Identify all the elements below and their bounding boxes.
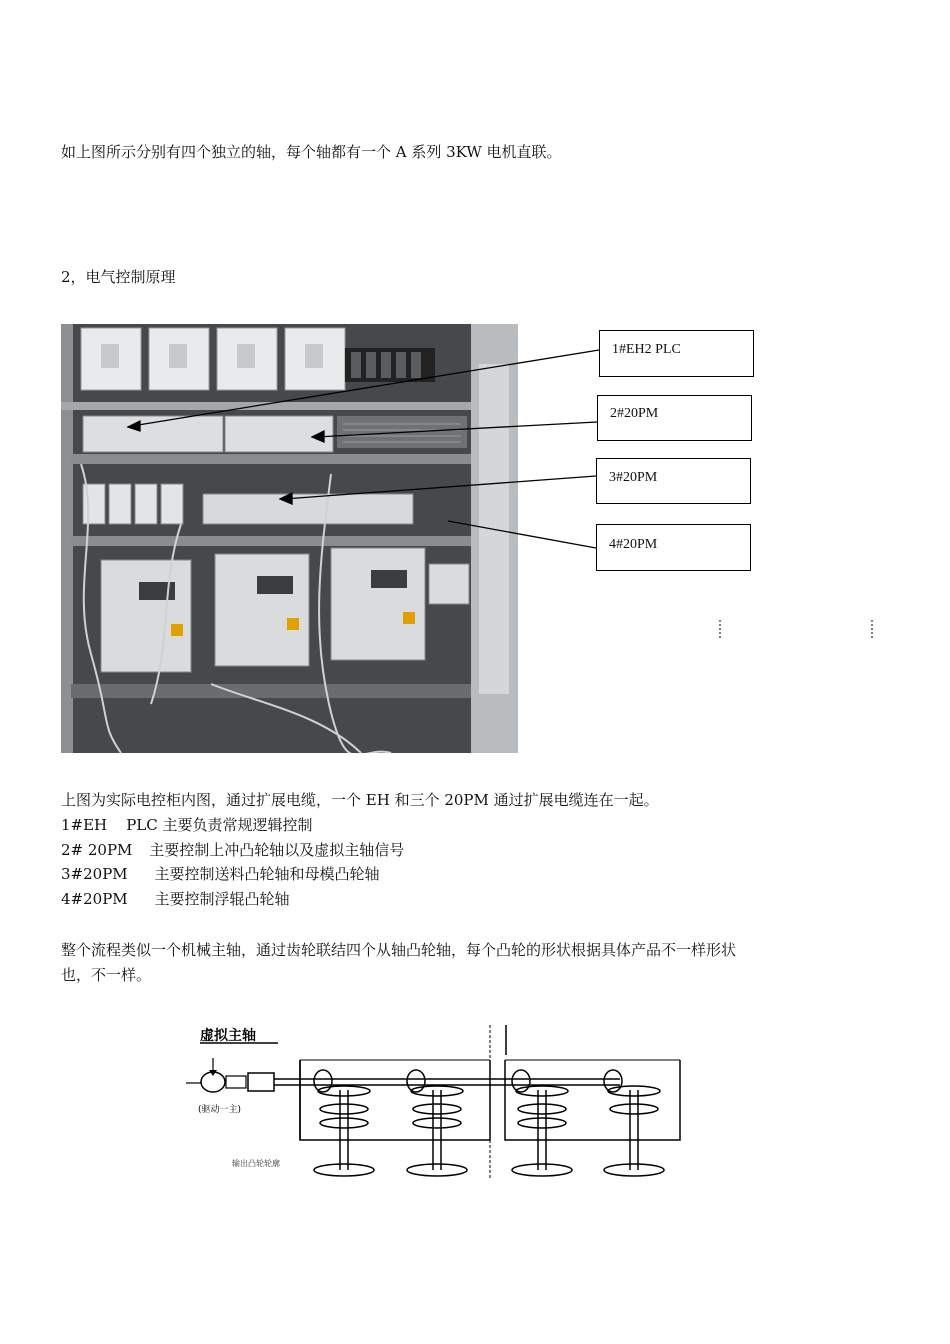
process-line-2: 也，不一样。 (61, 966, 152, 984)
unit-item-4 (61, 889, 289, 909)
unit-item-2 (61, 840, 404, 860)
callout-20pm-2: 2#20PM (597, 395, 752, 441)
diagram-title: 虚拟主轴 (200, 1028, 256, 1044)
cabinet-description: 上图为实际电控柜内图，通过扩展电缆，一个 EH 和三个 20PM 通过扩展电缆连在一起。 (61, 791, 659, 809)
callout-20pm-3: 3#20PM (596, 458, 751, 504)
output-cam-label: 输出凸轮轮廓 (232, 1159, 280, 1168)
unit-desc: 主要控制上冲凸轮轴以及虚拟主轴信号 (149, 841, 405, 859)
intro-paragraph: 如上图所示分别有四个独立的轴，每个轴都有一个 A 系列 3KW 电机直联。 (61, 143, 562, 161)
unit-item-1 (61, 815, 313, 835)
virtual-spindle-diagram (180, 1020, 690, 1190)
unit-name: 3#20PM (61, 865, 128, 883)
unit-desc: 主要负责常规逻辑控制 (162, 816, 313, 834)
motor-label: (驱动一主) (198, 1105, 242, 1115)
unit-item-3 (61, 864, 379, 884)
unit-desc: 主要控制浮辊凸轮轴 (154, 890, 290, 908)
callout-20pm-4: 4#20PM (596, 524, 751, 571)
unit-name: 4#20PM (61, 890, 128, 908)
callout-plc: 1#EH2 PLC (599, 330, 754, 377)
unit-desc: 主要控制送料凸轮轴和母模凸轮轴 (154, 865, 380, 883)
unit-name: 1#EH PLC (61, 816, 158, 834)
section-heading: 2，电气控制原理 (61, 268, 176, 286)
process-line-1: 整个流程类似一个机械主轴，通过齿轮联结四个从轴凸轮轴，每个凸轮的形状根据具体产品不一样形状 (61, 941, 737, 959)
unit-name: 2# 20PM (61, 841, 133, 859)
